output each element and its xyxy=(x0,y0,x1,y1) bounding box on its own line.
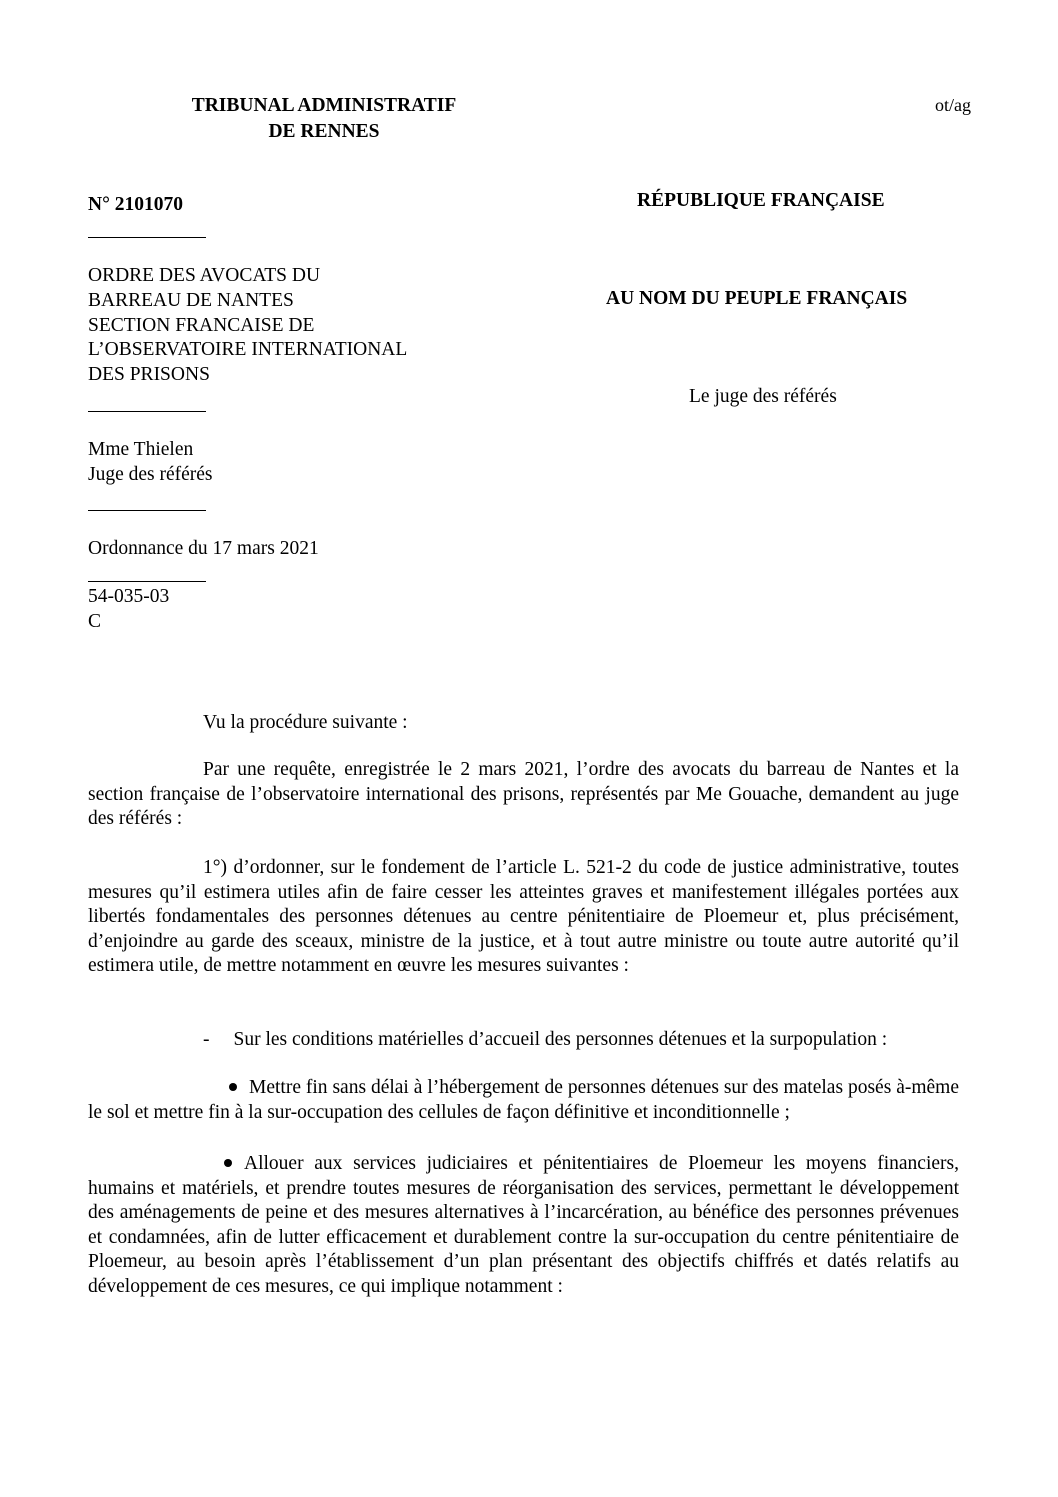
paragraph-orders: 1°) d’ordonner, sur le fondement de l’article L. 521-2 du code de justice administrative, toutes mesures qu’il estimera utiles afin de faire cesser les atteintes graves et manifestement illégales portées aux libertés fondamentales des personnes détenues au centre pénitentiaire de Ploemeur et, plus précisément, d’enjoindre au garde des sceaux, ministre de la justice, et à tout autre ministre ou toute autre autorité qu’il estimera utile, de mettre notamment en œuvre les mesures suivantes : xyxy=(88,857,959,976)
court-name xyxy=(176,93,472,146)
separator-rule xyxy=(88,581,206,582)
court-name-line1: TRIBUNAL ADMINISTRATIF xyxy=(191,95,457,116)
dash-marker: - xyxy=(203,1029,210,1050)
order-date: Ordonnance du 17 mars 2021 xyxy=(88,538,319,559)
party-line: BARREAU DE NANTES xyxy=(88,289,294,311)
procedure-intro: Vu la procédure suivante : xyxy=(203,712,408,733)
bullet-dot-icon xyxy=(229,1083,237,1091)
bullet-item xyxy=(88,1076,959,1125)
bullet-item xyxy=(88,1152,959,1299)
separator-rule xyxy=(88,237,206,238)
judge-name: Mme Thielen xyxy=(88,439,194,460)
separator-rule xyxy=(88,510,206,511)
reference-initials: ot/ag xyxy=(935,95,971,115)
party-line: L’OBSERVATOIRE INTERNATIONAL xyxy=(88,339,408,361)
in-the-name-heading: AU NOM DU PEUPLE FRANÇAIS xyxy=(606,288,908,309)
judge-title: Le juge des référés xyxy=(689,386,837,407)
dash-list-item xyxy=(203,1027,887,1053)
judge-block xyxy=(88,437,213,487)
judge-role: Juge des référés xyxy=(88,464,213,485)
classification-letter: C xyxy=(88,611,102,632)
classification-code: 54-035-03 xyxy=(88,586,170,607)
case-number: N° 2101070 xyxy=(88,194,184,215)
party-line: DES PRISONS xyxy=(88,364,210,386)
parties-block xyxy=(88,264,407,388)
separator-rule xyxy=(88,411,206,412)
dash-item-text: Sur les conditions matérielles d’accueil des personnes détenues et la surpopulation : xyxy=(233,1029,888,1050)
bullet-text: Allouer aux services judiciaires et pénitentiaires de Ploemeur les moyens financiers, humains et matériels, et prendre toutes mesures de réorganisation des services, permettant le développement des aménagements de peine et des mesures alternatives à l’incarcération, au bénéfice des personnes prévenues et condamnées, afin de lutter efficacement et durablement contre la sur-occupation du centre pénitentiaire de Ploemeur, au besoin après l’établissement d’un plan présentant des objectifs chiffrés et datés relatifs au développement de ces mesures, ce qui implique notamment : xyxy=(88,1153,959,1297)
party-line: ORDRE DES AVOCATS DU xyxy=(88,265,321,286)
court-name-line2: DE RENNES xyxy=(268,121,380,143)
republic-heading: RÉPUBLIQUE FRANÇAISE xyxy=(637,190,885,211)
bullet-dot-icon xyxy=(224,1159,232,1167)
classification-block xyxy=(88,584,169,634)
bullet-text: Mettre fin sans délai à l’hébergement de personnes détenues sur des matelas posés à-même le sol et mettre fin à la sur-occupation des cellules de façon définitive et inconditionnelle ; xyxy=(88,1077,959,1123)
paragraph-request: Par une requête, enregistrée le 2 mars 2021, l’ordre des avocats du barreau de Nantes et la section française de l’observatoire international des prisons, représentés par Me Gouache, demandent au juge des référés : xyxy=(88,759,959,829)
party-line: SECTION FRANCAISE DE xyxy=(88,314,315,336)
